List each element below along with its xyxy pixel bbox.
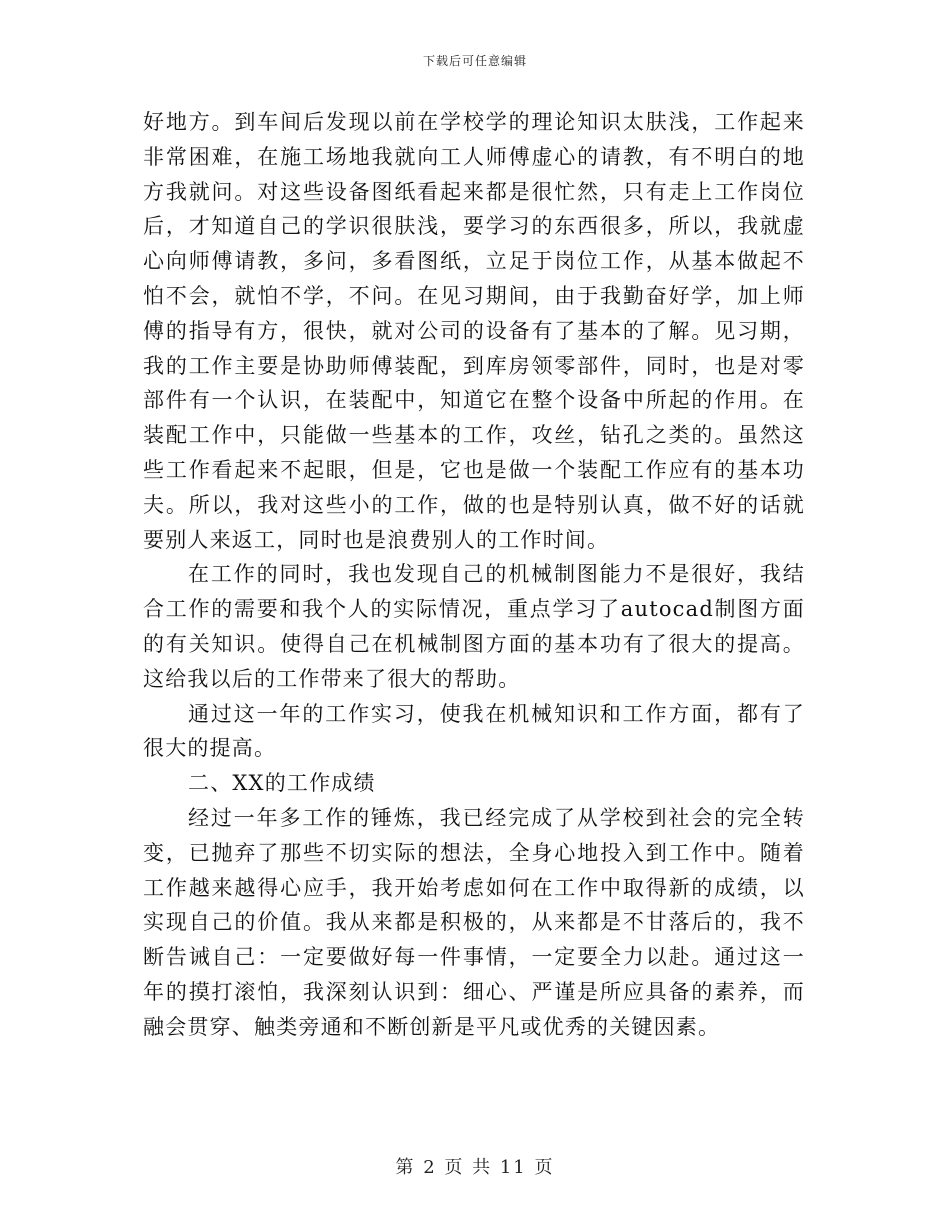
paragraph: 好地方。到车间后发现以前在学校学的理论知识太肤浅，工作起来非常困难，在施工场地我就向工人师傅虚心的请教，有不明白的地方我就问。对这些设备图纸看起来都是很忙然，只有走上工作岗位后，才知道自己的学识很肤浅，要学习的东西很多，所以，我就虚心向师傅请教，多问，多看图纸，立足于岗位工作，从基本做起不怕不会，就怕不学，不问。在见习期间，由于我勤奋好学，加上师傅的指导有方，很快，就对公司的设备有了基本的了解。见习期，我的工作主要是协助师傅装配，到库房领零部件，同时，也是对零部件有一个认识，在装配中，知道它在整个设备中所起的作用。在装配工作中，只能做一些基本的工作，攻丝，钻孔之类的。虽然这些工作看起来不起眼，但是，它也是做一个装配工作应有的基本功夫。所以，我对这些小的工作，做的也是特别认真，做不好的话就要别人来返工，同时也是浪费别人的工作时间。: [143, 110, 805, 552]
body-text: [143, 105, 805, 1045]
header-note: 下载后可任意编辑: [422, 54, 527, 68]
paragraph: 通过这一年的工作实习，使我在机械知识和工作方面，都有了很大的提高。: [143, 701, 805, 761]
paragraph: 经过一年多工作的锤炼，我已经完成了从学校到社会的完全转变，已抛弃了那些不切实际的想法，全身心地投入到工作中。随着工作越来越得心应手，我开始考虑如何在工作中取得新的成绩，以实现自己的价值。我从来都是积极的，从来都是不甘落后的，我不断告诫自己：一定要做好每一件事情，一定要全力以赴。通过这一年的摸打滚怕，我深刻认识到：细心、严谨是所应具备的素养，而融会贯穿、触类旁通和不断创新是平凡或优秀的关键因素。: [143, 805, 805, 1039]
page-footer: [0, 1153, 950, 1179]
paragraph: 在工作的同时，我也发现自己的机械制图能力不是很好，我结合工作的需要和我个人的实际情况，重点学习了autocad制图方面的有关知识。使得自己在机械制图方面的基本功有了很大的提高。这给我以后的工作带来了很大的帮助。: [143, 562, 805, 691]
section-heading: 二、XX的工作成绩: [188, 771, 376, 796]
page-number: 第 2 页 共 11 页: [395, 1157, 555, 1178]
